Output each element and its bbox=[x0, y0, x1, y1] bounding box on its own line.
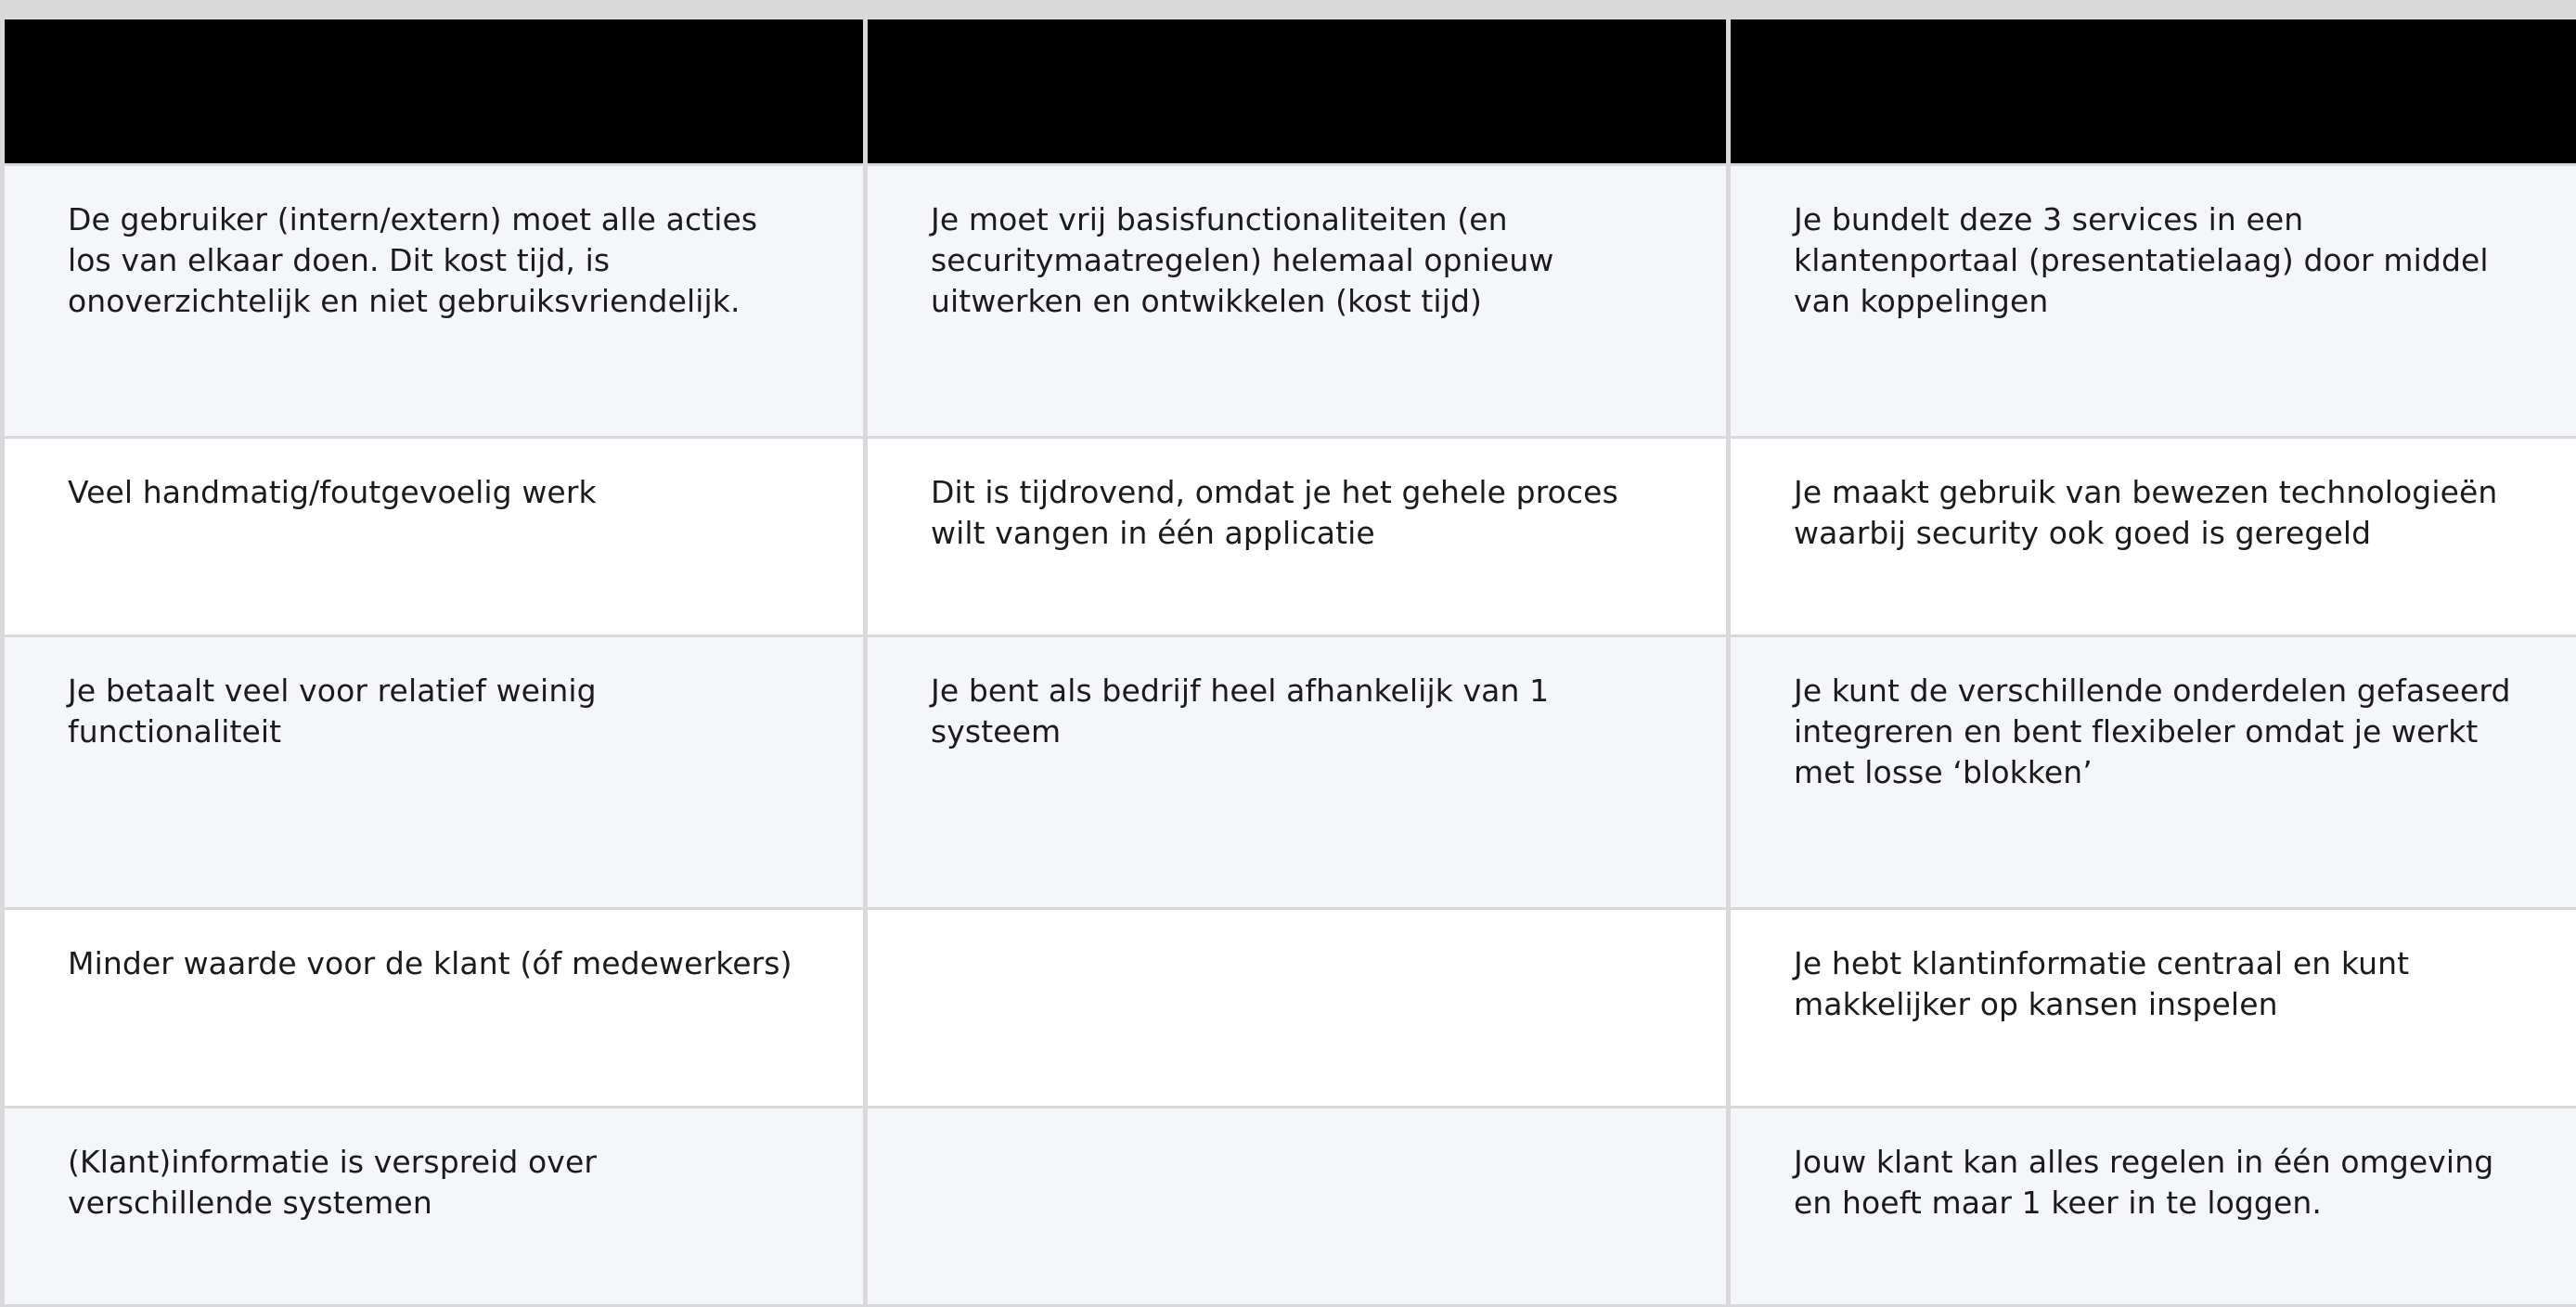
table-row bbox=[5, 637, 2576, 907]
comparison-table-wrapper bbox=[0, 17, 2576, 1307]
table-header-row bbox=[5, 19, 2576, 163]
cell-text: Dit is tijdrovend, omdat je het gehele proces wilt vangen in één applicatie bbox=[931, 474, 1618, 551]
cell-r4-c3 bbox=[1731, 910, 2576, 1106]
cell-r2-c3 bbox=[1731, 439, 2576, 634]
cell-r3-c2 bbox=[868, 637, 1726, 907]
cell-r5-c2 bbox=[868, 1108, 1726, 1304]
cell-r3-c1 bbox=[5, 637, 863, 907]
cell-text: Je bent als bedrijf heel afhankelijk van 1 systeem bbox=[931, 673, 1550, 750]
cell-text: Je moet vrij basisfunctionaliteiten (en securitymaatregelen) helemaal opnieuw uitwerken en ontwikkelen (kost tijd) bbox=[931, 201, 1554, 319]
comparison-table bbox=[0, 17, 2576, 1307]
table-row bbox=[5, 910, 2576, 1106]
cell-text: Je hebt klantinformatie centraal en kunt makkelijker op kansen inspelen bbox=[1794, 945, 2410, 1022]
table-row bbox=[5, 439, 2576, 634]
cell-text: Je betaalt veel voor relatief weinig functionaliteit bbox=[68, 673, 597, 750]
cell-r4-c1 bbox=[5, 910, 863, 1106]
cell-r1-c2 bbox=[868, 166, 1726, 436]
cell-text: Veel handmatig/foutgevoelig werk bbox=[68, 474, 597, 510]
table-row bbox=[5, 166, 2576, 436]
cell-text: De gebruiker (intern/extern) moet alle acties los van elkaar doen. Dit kost tijd, is onoverzichtelijk en niet gebruiksvriendelijk. bbox=[68, 201, 758, 319]
cell-text: Je kunt de verschillende onderdelen gefaseerd integreren en bent flexibeler omdat je werkt met losse ‘blokken’ bbox=[1794, 673, 2511, 790]
cell-r2-c2 bbox=[868, 439, 1726, 634]
cell-text: Je bundelt deze 3 services in een klantenportaal (presentatielaag) door middel van koppelingen bbox=[1794, 201, 2489, 319]
cell-r5-c3 bbox=[1731, 1108, 2576, 1304]
cell-text: Jouw klant kan alles regelen in één omgeving en hoeft maar 1 keer in te loggen. bbox=[1794, 1144, 2494, 1221]
cell-r5-c1 bbox=[5, 1108, 863, 1304]
column-header-3 bbox=[1731, 19, 2576, 163]
cell-r3-c3 bbox=[1731, 637, 2576, 907]
cell-r1-c3 bbox=[1731, 166, 2576, 436]
cell-text: Je maakt gebruik van bewezen technologieën waarbij security ook goed is geregeld bbox=[1794, 474, 2498, 551]
cell-text: Minder waarde voor de klant (óf medewerkers) bbox=[68, 945, 792, 981]
table-row bbox=[5, 1108, 2576, 1304]
cell-r2-c1 bbox=[5, 439, 863, 634]
cell-r4-c2 bbox=[868, 910, 1726, 1106]
column-header-1 bbox=[5, 19, 863, 163]
cell-r1-c1 bbox=[5, 166, 863, 436]
column-header-2 bbox=[868, 19, 1726, 163]
cell-text: (Klant)informatie is verspreid over verschillende systemen bbox=[68, 1144, 598, 1221]
